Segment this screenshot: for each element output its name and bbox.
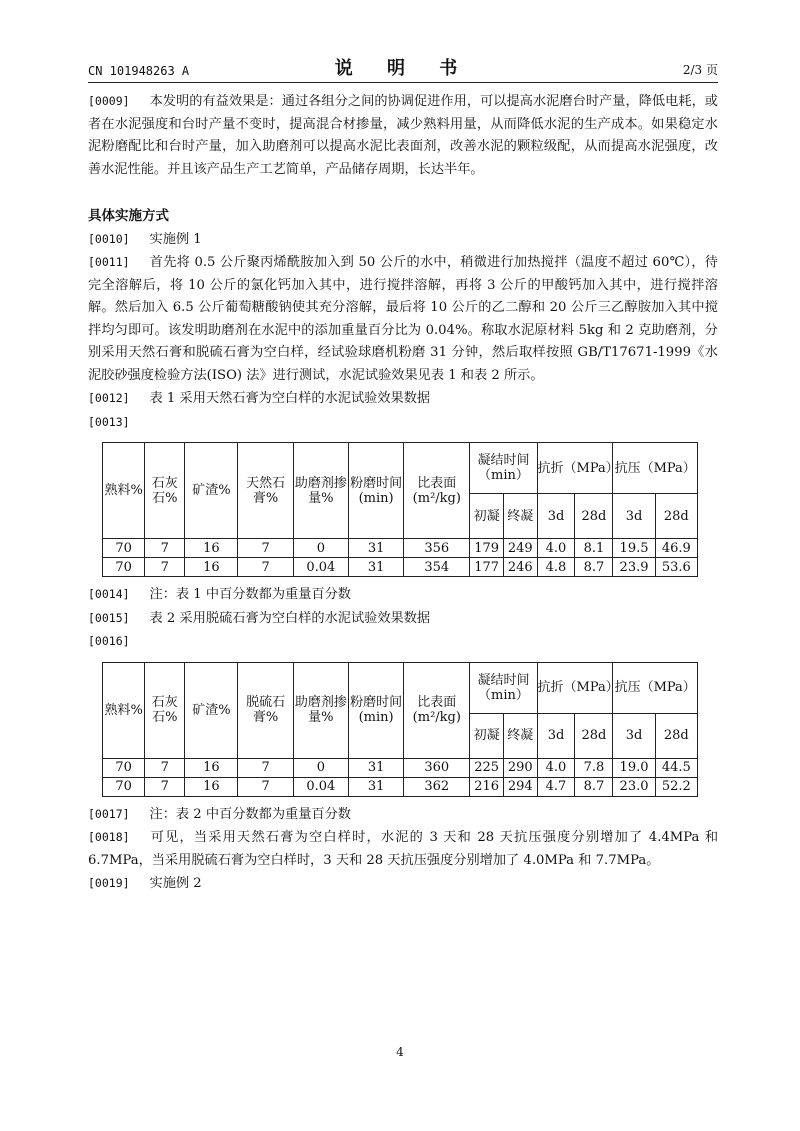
paragraph-0017: [0017] 注：表 2 中百分数都为重量百分数 <box>88 806 351 822</box>
col-flex-28d: 28d <box>575 713 613 758</box>
table-1 <box>102 442 698 577</box>
page-header <box>88 52 718 83</box>
paragraph-0012: [0012] 表 1 采用天然石膏为空白样的水泥试验效果数据 <box>88 391 431 406</box>
col-surface: 比表面(m²/kg) <box>404 662 470 758</box>
col-gypsum: 脱硫石膏% <box>238 662 293 758</box>
page-indicator: 2/3 页 <box>682 63 718 77</box>
col-flex-3d: 3d <box>537 713 575 758</box>
col-flexural: 抗折（MPa） <box>537 662 613 713</box>
col-setting: 凝结时间（min） <box>470 443 537 494</box>
paragraph-0015: [0015] 表 2 采用脱硫石膏为空白样的水泥试验效果数据 <box>88 610 431 626</box>
col-additive: 助磨剂掺量% <box>293 443 348 539</box>
col-compressive: 抗压（MPa） <box>613 662 698 713</box>
col-initial: 初凝 <box>470 713 504 758</box>
paragraph-0009: [0009] 本发明的有益效果是：通过各组分之间的协调促进作用，可以提高水泥磨台时产量，降低电耗，或者在水泥强度和台时产量不变时，提高混合材掺量，减少熟料用量，从而降低水泥的生产成本。如果稳定水泥粉磨配比和台时产量，加入助磨剂可以提高水泥比表面剂，改善水泥的颗粒级配，从而提高水泥强度，改善水泥性能。并且该产品生产工艺简单，产品储存周期，长达半年。 <box>88 94 718 177</box>
paragraph-0013: [0013] <box>88 414 130 429</box>
col-grind-time: 粉磨时间(min) <box>348 662 403 758</box>
table-row: 70 7 16 7 0 31 356 179 249 4.0 8.1 19.5 46.9 <box>103 539 698 558</box>
col-clinker: 熟料% <box>103 662 145 758</box>
col-final: 终凝 <box>503 494 537 539</box>
col-limestone: 石灰石% <box>145 662 185 758</box>
document-body <box>88 90 718 896</box>
col-additive: 助磨剂掺量% <box>293 662 348 758</box>
col-comp-3d: 3d <box>613 713 655 758</box>
paragraph-0011: [0011] 首先将 0.5 公斤聚丙烯酰胺加入到 50 公斤的水中，稍微进行加热搅拌（温度不超过 60℃），待完全溶解后，将 10 公斤的氯化钙加入其中，进行搅拌溶解，再将 3 公斤的甲酸钙加入其中，进行搅拌溶解。然后加入 6.5 公斤葡萄糖酸钠使其充分溶解，最后将 10 公斤的乙二醇和 20 公斤三乙醇胺加入其中搅拌均匀即可。该发明助磨剂在水泥中的添加重量百分比为 0.04%。称取水泥原材料 5kg 和 2 克助磨剂，分别采用天然石膏和脱硫石膏为空白样，经试验球磨机粉磨 31 分钟，然后取样按照 GB/T17671-1999《水泥胶砂强度检验方法(ISO) 法》进行测试，水泥试验效果见表 1 和表 2 所示。 <box>88 255 718 383</box>
col-comp-28d: 28d <box>655 494 697 539</box>
col-flexural: 抗折（MPa） <box>537 443 613 494</box>
col-gypsum: 天然石膏% <box>238 443 293 539</box>
col-slag: 矿渣% <box>185 662 238 758</box>
col-limestone: 石灰石% <box>145 443 185 539</box>
paragraph-0016: [0016] <box>88 634 130 648</box>
paragraph-0018: [0018] 可见，当采用天然石膏为空白样时，水泥的 3 天和 28 天抗压强度分别增加了 4.4MPa 和 6.7MPa，当采用脱硫石膏为空白样时，3 天和 28 天抗压强度分别增加了 4.0MPa 和 7.7MPa。 <box>88 830 718 868</box>
col-final: 终凝 <box>503 713 537 758</box>
col-flex-28d: 28d <box>575 494 613 539</box>
table-row: 70 7 16 7 0 31 360 225 290 4.0 7.8 19.0 44.5 <box>103 758 698 777</box>
paragraph-0010: [0010] 实施例 1 <box>88 231 202 247</box>
col-surface: 比表面(m²/kg) <box>404 443 470 539</box>
table-2 <box>102 662 698 797</box>
col-grind-time: 粉磨时间(min) <box>348 443 403 539</box>
col-comp-3d: 3d <box>613 494 655 539</box>
col-compressive: 抗压（MPa） <box>613 443 698 494</box>
doc-title: 说 明 书 <box>334 58 472 79</box>
table-row: 70 7 16 7 0.04 31 354 177 246 4.8 8.7 23.9 53.6 <box>103 558 698 577</box>
col-setting: 凝结时间（min） <box>470 662 537 713</box>
doc-number: CN 101948263 A <box>88 64 190 78</box>
table-row: 70 7 16 7 0.04 31 362 216 294 4.7 8.7 23.0 52.2 <box>103 777 698 796</box>
page-number: 4 <box>396 1045 404 1059</box>
col-clinker: 熟料% <box>103 443 145 539</box>
col-slag: 矿渣% <box>185 443 238 539</box>
section-heading: 具体实施方式 <box>88 208 169 224</box>
col-comp-28d: 28d <box>655 713 697 758</box>
col-initial: 初凝 <box>470 494 504 539</box>
col-flex-3d: 3d <box>537 494 575 539</box>
paragraph-0019: [0019] 实施例 2 <box>88 876 202 891</box>
paragraph-0014: [0014] 注：表 1 中百分数都为重量百分数 <box>88 587 351 602</box>
